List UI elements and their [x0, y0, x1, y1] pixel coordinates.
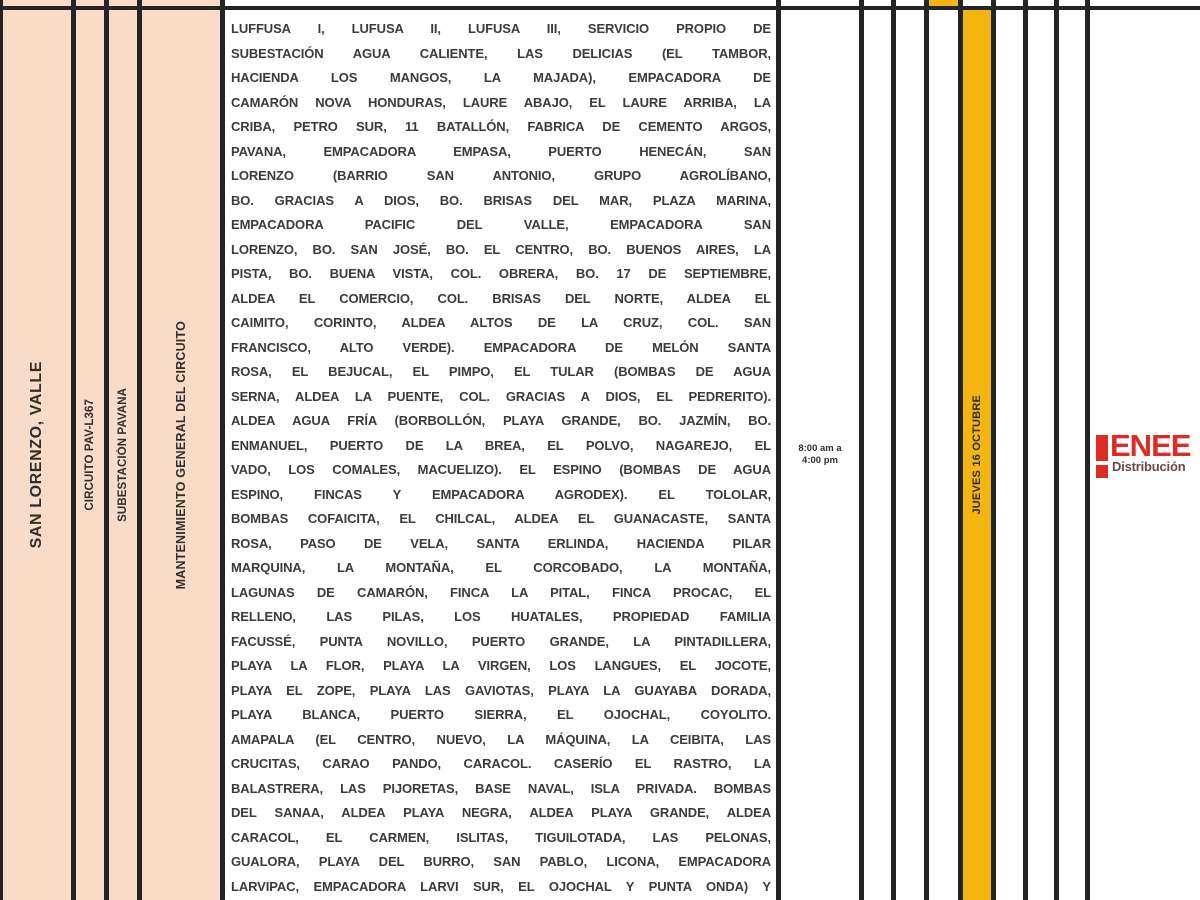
affected-area-line: ALDEA AGUA FRÍA (BORBOLLÓN, PLAYA GRANDE, BO. JAZMÍN, BO.: [231, 413, 771, 428]
affected-area-line: DEL SANAA, ALDEA PLAYA NEGRA, ALDEA PLAYA GRANDE, ALDEA: [231, 805, 771, 820]
prev-row-substation-cell: [109, 0, 137, 6]
affected-area-line: SUBESTACIÓN AGUA CALIENTE, LAS DELICIAS (EL TAMBOR,: [231, 45, 771, 61]
prev-row-day-cell: [1059, 0, 1085, 6]
schedule-start: 8:00 am a: [798, 443, 842, 454]
circuit-label: CIRCUITO PAV-L367: [84, 399, 96, 511]
worktype-label: MANTENIMIENTO GENERAL DEL CIRCUITO: [174, 320, 188, 590]
affected-area-line: ALDEA EL COMERCIO, COL. BRISAS DEL NORTE, ALDEA EL: [231, 290, 771, 306]
affected-area-line: CARACOL, EL CARMEN, ISLITAS, TIGUILOTADA, LAS PELONAS,: [231, 829, 771, 845]
enee-logo: [1096, 428, 1191, 478]
affected-areas-cell: [225, 10, 776, 900]
prev-row-day-cell: [963, 0, 991, 6]
circuit-cell: [76, 10, 104, 900]
affected-area-line: AMAPALA (EL CENTRO, NUEVO, LA MÁQUINA, LA CEIBITA, LAS: [231, 731, 771, 747]
worktype-cell: [142, 10, 220, 900]
affected-area-line: SERNA, ALDEA LA PUENTE, COL. GRACIAS A DIOS, EL PEDRERITO).: [231, 388, 771, 404]
day-cell: [929, 10, 958, 900]
schedule-end: 4:00 pm: [802, 455, 838, 466]
day-cell: [1059, 10, 1085, 900]
highlighted-date-cell: [963, 10, 991, 900]
affected-area-line: ESPINO, FINCAS Y EMPACADORA AGRODEX). EL TOLOLAR,: [231, 486, 771, 502]
region-cell: [3, 10, 71, 900]
affected-area-line: PISTA, BO. BUENA VISTA, COL. OBRERA, BO. 17 DE SEPTIEMBRE,: [231, 266, 771, 281]
affected-area-line: LARVIPAC, EMPACADORA LARVI SUR, EL OJOCHAL Y PUNTA ONDA) Y: [231, 878, 771, 894]
affected-area-line: LORENZO (BARRIO SAN ANTONIO, GRUPO AGROLÍBANO,: [231, 168, 771, 183]
affected-area-line: ROSA, EL BEJUCAL, EL PIMPO, EL TULAR (BOMBAS DE AGUA: [231, 364, 771, 379]
prev-row-region-cell: [3, 0, 71, 6]
enee-logo-subtitle: Distribución: [1112, 459, 1186, 474]
affected-area-line: PLAYA EL ZOPE, PLAYA LAS GAVIOTAS, PLAYA LA GUAYABA DORADA,: [231, 682, 771, 698]
affected-area-line: CAIMITO, CORINTO, ALDEA ALTOS DE LA CRUZ, COL. SAN: [231, 315, 771, 330]
affected-area-line: MARQUINA, LA MONTAÑA, EL CORCOBADO, LA MONTAÑA,: [231, 560, 771, 575]
schedule-cell: [781, 10, 859, 900]
prev-row-logo-cell: [1090, 0, 1200, 6]
substation-label: SUBESTACIÓN PAVANA: [117, 388, 129, 522]
affected-area-line: BOMBAS COFAICITA, EL CHILCAL, ALDEA EL GUANACASTE, SANTA: [231, 511, 771, 526]
prev-row-areas-cell: [225, 0, 776, 6]
affected-area-line: PAVANA, EMPACADORA EMPASA, PUERTO HENECÁN, SAN: [231, 143, 771, 159]
day-cell: [864, 10, 891, 900]
prev-row-time-cell: [781, 0, 859, 6]
day-cell: [896, 10, 924, 900]
prev-row-day-cell: [864, 0, 891, 6]
affected-area-line: ENMANUEL, PUERTO DE LA BREA, EL POLVO, NAGAREJO, EL: [231, 437, 771, 453]
prev-row-day-cell: [996, 0, 1023, 6]
prev-row-circuit-cell: [76, 0, 104, 6]
prev-row-highlighted-day-cell: [929, 0, 958, 6]
affected-area-line: RELLENO, LAS PILAS, LOS HUATALES, PROPIEDAD FAMILIA: [231, 609, 771, 624]
affected-area-line: LAGUNAS DE CAMARÓN, FINCA LA PITAL, FINCA PROCAC, EL: [231, 584, 771, 600]
prev-row-day-cell: [896, 0, 924, 6]
affected-area-line: LORENZO, BO. SAN JOSÉ, BO. EL CENTRO, BO. BUENOS AIRES, LA: [231, 241, 771, 257]
affected-area-line: ROSA, PASO DE VELA, SANTA ERLINDA, HACIENDA PILAR: [231, 535, 771, 551]
affected-area-line: LUFFUSA I, LUFUSA II, LUFUSA III, SERVICIO PROPIO DE: [231, 21, 771, 36]
region-label: SAN LORENZO, VALLE: [28, 361, 45, 549]
affected-area-line: VADO, LOS COMALES, MACUELIZO). EL ESPINO (BOMBAS DE AGUA: [231, 462, 771, 477]
logo-cell: [1090, 10, 1200, 900]
enee-logo-mark-icon: [1096, 435, 1108, 478]
substation-cell: [109, 10, 137, 900]
affected-area-line: BALASTRERA, LAS PIJORETAS, BASE NAVAL, ISLA PRIVADA. BOMBAS: [231, 780, 771, 796]
affected-area-line: FRANCISCO, ALTO VERDE). EMPACADORA DE MELÓN SANTA: [231, 339, 771, 355]
affected-area-line: CAMARÓN NOVA HONDURAS, LAURE ABAJO, EL LAURE ARRIBA, LA: [231, 94, 771, 110]
affected-area-line: PLAYA LA FLOR, PLAYA LA VIRGEN, LOS LANGUES, EL JOCOTE,: [231, 658, 771, 673]
prev-row-day-cell: [1028, 0, 1054, 6]
affected-area-line: FACUSSÉ, PUNTA NOVILLO, PUERTO GRANDE, LA PINTADILLERA,: [231, 633, 771, 649]
affected-area-line: HACIENDA LOS MANGOS, LA MAJADA), EMPACADORA DE: [231, 70, 771, 85]
affected-area-line: BO. GRACIAS A DIOS, BO. BRISAS DEL MAR, PLAZA MARINA,: [231, 192, 771, 208]
affected-area-line: CRIBA, PETRO SUR, 11 BATALLÓN, FABRICA DE CEMENTO ARGOS,: [231, 119, 771, 134]
enee-logo-text: ENEE: [1110, 428, 1191, 463]
date-label: JUEVES 16 OCTUBRE: [971, 395, 983, 515]
day-cell: [996, 10, 1023, 900]
prev-row-worktype-cell: [142, 0, 220, 6]
day-cell: [1028, 10, 1054, 900]
affected-area-line: EMPACADORA PACIFIC DEL VALLE, EMPACADORA SAN: [231, 217, 771, 232]
affected-area-line: CRUCITAS, CARAO PANDO, CARACOL. CASERÍO EL RASTRO, LA: [231, 756, 771, 771]
affected-area-line: PLAYA BLANCA, PUERTO SIERRA, EL OJOCHAL, COYOLITO.: [231, 707, 771, 722]
affected-area-line: GUALORA, PLAYA DEL BURRO, SAN PABLO, LICONA, EMPACADORA: [231, 854, 771, 869]
